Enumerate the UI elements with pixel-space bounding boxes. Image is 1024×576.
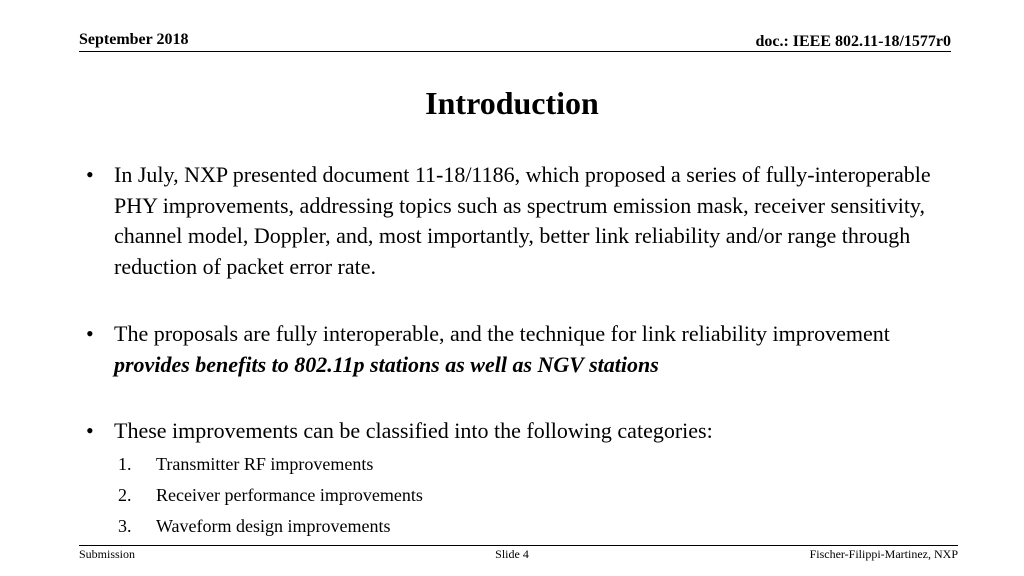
- category-number: 1.: [118, 453, 132, 474]
- footer-slide-number: Slide 4: [495, 547, 529, 561]
- category-item: [114, 449, 946, 480]
- bullet-text: In July, NXP presented document 11-18/1186, which proposed a series of fully-interoperable PHY improvements, addressing topics such as spectrum emission mask, receiver sensitivity, channel model, Doppler, and, most importantly, better link reliability and/or range through reduction of packet error rate.: [114, 162, 931, 279]
- category-number: 3.: [118, 515, 132, 536]
- bullet-item: [86, 160, 946, 282]
- category-item: [114, 480, 946, 511]
- bullet-text: The proposals are fully interoperable, and the technique for link reliability improvement: [114, 321, 890, 346]
- category-label: Transmitter RF improvements: [156, 453, 374, 474]
- bullet-item: [86, 416, 946, 542]
- bullet-icon: •: [86, 321, 94, 346]
- bullet-icon: •: [86, 162, 94, 187]
- category-label: Receiver performance improvements: [156, 484, 423, 505]
- header-doc-id: doc.: IEEE 802.11-18/1577r0: [755, 33, 951, 50]
- bullet-list: [86, 160, 946, 542]
- footer-submission: Submission: [79, 547, 136, 561]
- bullet-emphasis: provides benefits to 802.11p stations as well as NGV stations: [114, 351, 659, 377]
- slide-title: Introduction: [425, 85, 599, 121]
- category-label: Waveform design improvements: [156, 515, 391, 536]
- header-divider: [79, 51, 951, 52]
- category-number: 2.: [118, 484, 132, 505]
- bullet-icon: •: [86, 418, 94, 443]
- bullet-text: These improvements can be classified into the following categories:: [114, 418, 713, 443]
- footer-authors: Fischer-Filippi-Martinez, NXP: [809, 547, 958, 561]
- category-item: [114, 511, 946, 542]
- category-list: [114, 449, 946, 542]
- bullet-item: [86, 319, 946, 380]
- footer-divider: [79, 545, 958, 546]
- header-date: September 2018: [79, 31, 189, 48]
